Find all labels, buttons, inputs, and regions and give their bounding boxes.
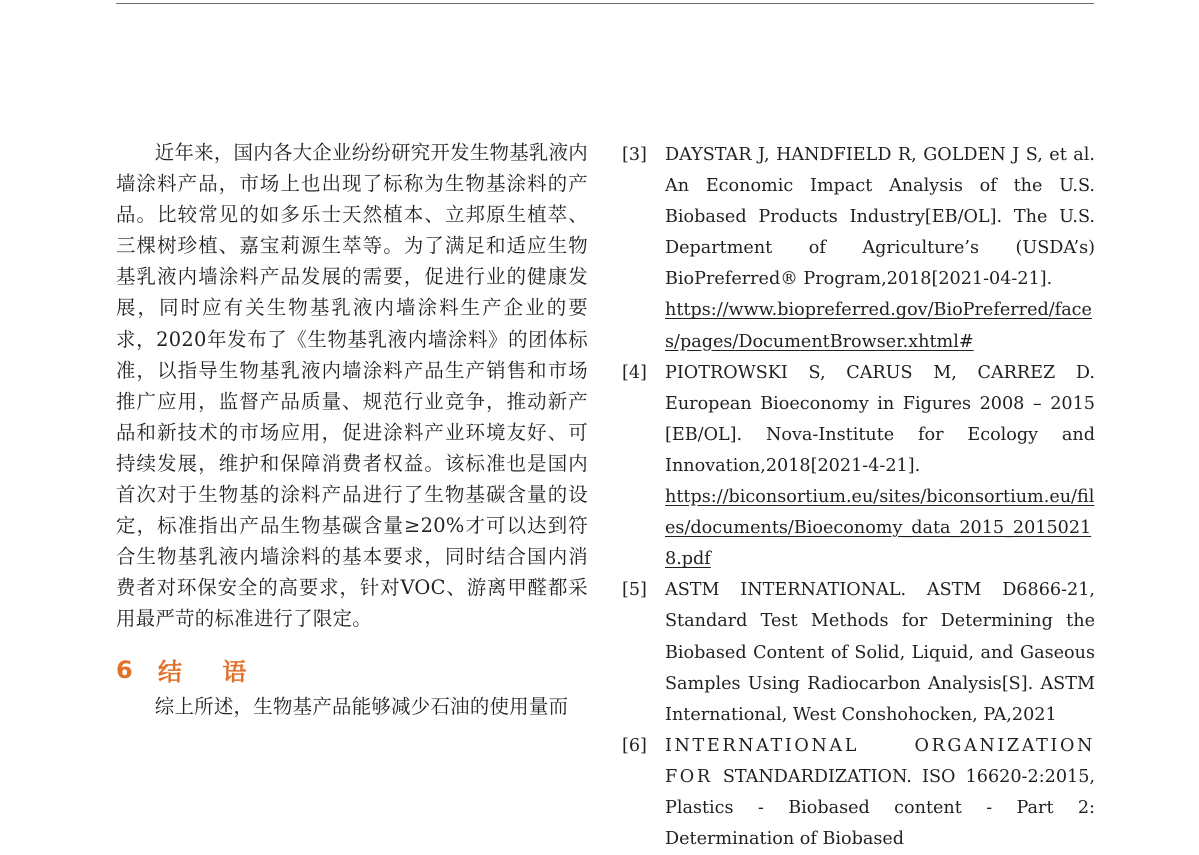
body-text-column [116, 137, 588, 722]
reference-item [622, 731, 1095, 855]
reference-number: [3] [622, 145, 647, 165]
reference-text-line: INTERNATIONAL ORGANIZATION FOR [665, 735, 1095, 787]
body-paragraph: 近年来，国内各大企业纷纷研究开发生物基乳液内墙涂料产品，市场上也出现了标称为生物基涂料的产品。比较常见的如多乐士天然植本、立邦原生植萃、三棵树珍植、嘉宝莉源生萃等。为了满足和适应生物基乳液内墙涂料产品发展的需要，促进行业的健康发展，同时应有关生物基乳液内墙涂料生产企业的要求，2020年发布了《生物基乳液内墙涂料》的团体标准，以指导生物基乳液内墙涂料产品生产销售和市场推广应用，监督产品质量、规范行业竞争，推动新产品和新技术的市场应用，促进涂料产业环境友好、可持续发展，维护和保障消费者权益。该标准也是国内首次对于生物基的涂料产品进行了生物基碳含量的设定，标准指出产品生物基碳含量≥20%才可以达到符合生物基乳液内墙涂料的基本要求，同时结合国内消费者对环保安全的高要求，针对VOC、游离甲醛都采用最严苛的标准进行了限定。 [116, 141, 588, 631]
reference-link[interactable]: https://www.biopreferred.gov/BioPreferred/faces/pages/DocumentBrowser.xhtml# [665, 300, 1092, 352]
reference-number: [5] [622, 580, 647, 601]
reference-item [622, 575, 1095, 730]
reference-text: DAYSTAR J, HANDFIELD R, GOLDEN J S, et al. An Economic Impact Analysis of the U.S. Biobased Products Industry[EB/OL]. The U.S. Department of Agriculture’s (USDA’s) BioPreferred® Program,2018[2021-04-21]. [665, 145, 1095, 290]
reference-text [665, 731, 1095, 855]
section-number: 6 [116, 655, 133, 684]
reference-item [622, 140, 1095, 358]
header-rule [116, 3, 1094, 4]
reference-text: ASTM INTERNATIONAL. ASTM D6866-21, Standard Test Methods for Determining the Biobased Content of Solid, Liquid, and Gaseous Samples Using Radiocarbon Analysis[S]. ASTM International, West Conshohocken, PA,2021 [665, 580, 1095, 725]
reference-number: [4] [622, 362, 647, 383]
body-paragraph: 综上所述，生物基产品能够减少石油的使用量而 [154, 694, 569, 718]
reference-text-continued: STANDARDIZATION. ISO 16620-2:2015, Plastics - Biobased content - Part 2: Determination of Biobased [665, 766, 1095, 850]
reference-number: [6] [622, 735, 647, 756]
section-title: 结 语 [158, 658, 263, 686]
references-column [622, 140, 1095, 855]
reference-item [622, 358, 1095, 576]
section-heading [116, 653, 588, 687]
reference-text: PIOTROWSKI S, CARUS M, CARREZ D. European Bioeconomy in Figures 2008 – 2015 [EB/OL]. Nova-Institute for Ecology and Innovation,2018[2021-4-21]. [665, 362, 1095, 476]
reference-link[interactable]: https://biconsortium.eu/sites/biconsortium.eu/files/documents/Bioeconomy_data_2015_20150218.pdf [665, 487, 1095, 570]
